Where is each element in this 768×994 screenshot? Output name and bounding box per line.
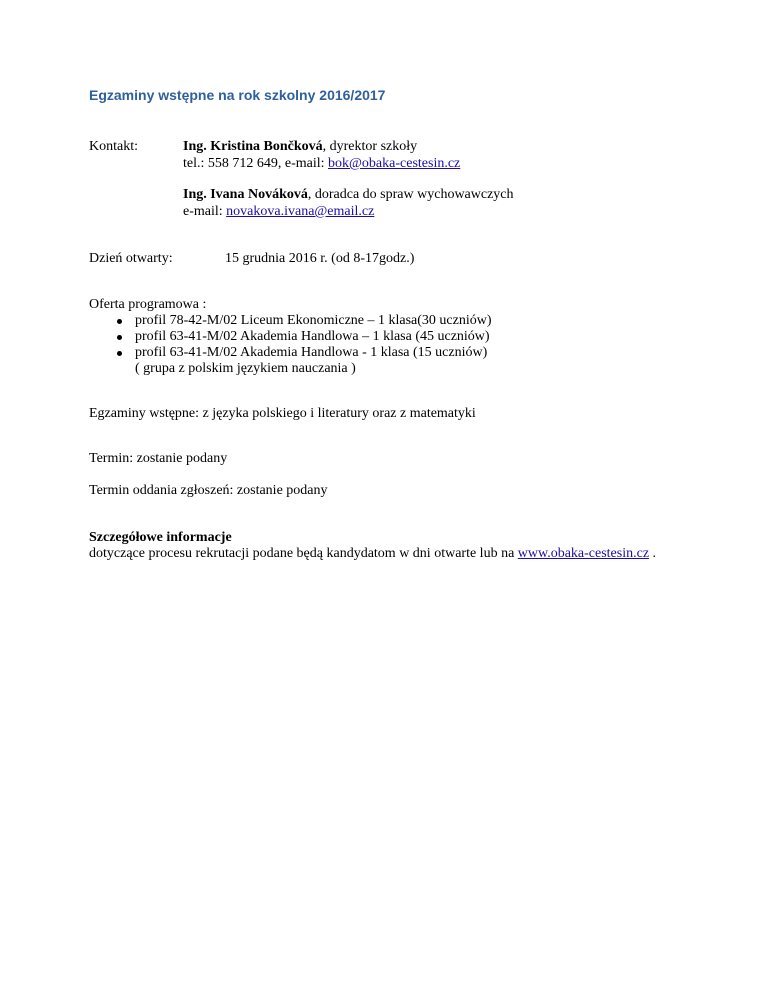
submission-term-info: Termin oddania zgłoszeń: zostanie podany [89,483,328,498]
contact-person-1-role: , dyrektor szkoły [322,139,418,154]
contact-label: Kontakt: [89,139,138,154]
bullet-icon [117,335,122,340]
page-title: Egzaminy wstępne na rok szkolny 2016/2017 [89,87,386,103]
open-day-label: Dzień otwarty: [89,251,173,266]
term-info: Termin: zostanie podany [89,451,228,466]
offer-heading: Oferta programowa : [89,297,207,312]
contact-person-1-email-link[interactable]: bok@obaka-cestesin.cz [328,156,461,171]
contact-person-2-name: Ing. Ivana Nováková [183,187,308,202]
contact-person-1-tel: tel.: 558 712 649, e-mail: [183,156,329,171]
contact-person-1-name: Ing. Kristina Bončková [183,139,323,154]
bullet-icon [117,319,122,324]
website-link[interactable]: www.obaka-cestesin.cz [517,546,650,561]
contact-person-2-email-prefix: e-mail: [183,204,227,219]
contact-person-2-role: , doradca do spraw wychowawczych [307,187,514,202]
details-heading: Szczegółowe informacje [89,530,232,545]
offer-item-2: profil 63-41-M/02 Akademia Handlowa – 1 klasa (45 uczniów) [135,329,490,344]
offer-item-1: profil 78-42-M/02 Liceum Ekonomiczne – 1 klasa(30 uczniów) [135,313,492,328]
bullet-icon [117,351,122,356]
contact-person-2-line-2 [183,204,374,220]
details-text-line [89,546,656,562]
exams-info: Egzaminy wstępne: z języka polskiego i literatury oraz z matematyki [89,406,476,421]
details-suffix: . [649,546,657,561]
offer-item-3-note: ( grupa z polskim językiem nauczania ) [135,361,356,376]
contact-person-1-line-1 [183,139,417,155]
contact-person-2-email-link[interactable]: novakova.ivana@email.cz [226,204,375,219]
offer-item-3: profil 63-41-M/02 Akademia Handlowa - 1 klasa (15 uczniów) [135,345,488,360]
details-text: dotyczące procesu rekrutacji podane będą kandydatom w dni otwarte lub na [89,546,518,561]
contact-person-2-line-1 [183,187,514,203]
contact-person-1-line-2 [183,156,460,172]
open-day-value: 15 grudnia 2016 r. (od 8-17godz.) [225,251,415,266]
